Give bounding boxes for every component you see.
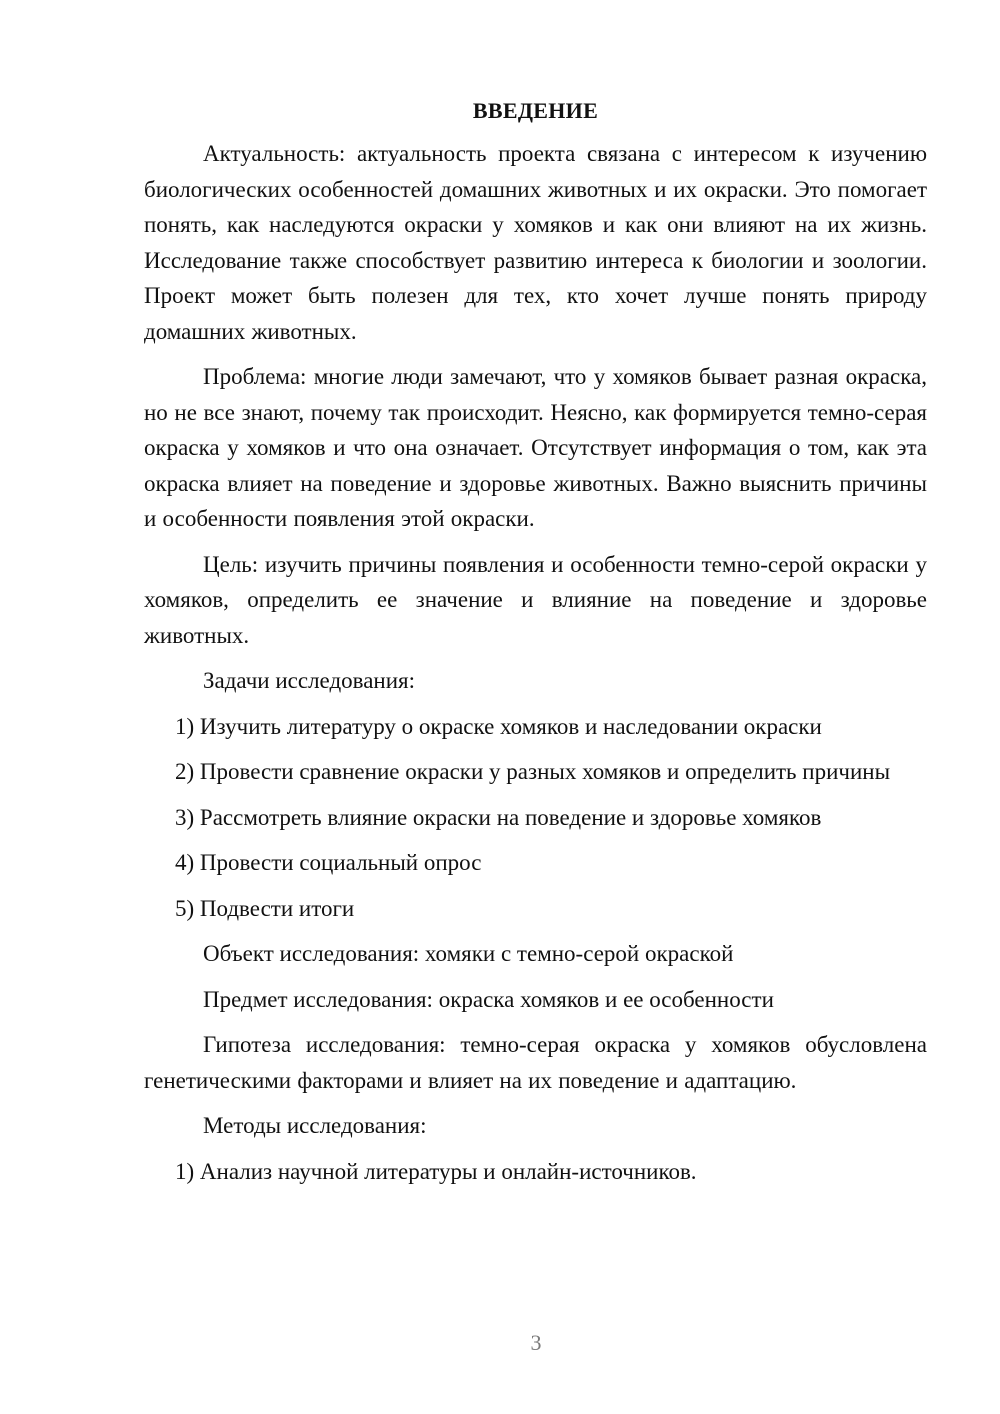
problem-paragraph: Проблема: многие люди замечают, что у хомяков бывает разная окраска, но не все знают, почему так происходит. Неясно, как формируется темно-серая окраска у хомяков и что она означает. Отсутствует информация о том, как эта окраска влияет на поведение и здоровье животных. Важно выяснить причины и особенности появления этой окраски. (144, 364, 927, 531)
task-item-4: 4) Провести социальный опрос (175, 850, 482, 875)
section-title: ВВЕДЕНИЕ (472, 98, 599, 123)
methods-heading: Методы исследования: (203, 1113, 427, 1138)
task-item-2: 2) Провести сравнение окраски у разных хомяков и определить причины (175, 759, 891, 784)
method-item-1: 1) Анализ научной литературы и онлайн-источников. (175, 1158, 697, 1184)
task-item-1: 1) Изучить литературу о окраске хомяков и наследовании окраски (175, 713, 822, 739)
page-content (144, 96, 927, 1199)
hypothesis-paragraph: Гипотеза исследования: темно-серая окраска у хомяков обусловлена генетическими факторами и влияет на их поведение и адаптацию. (144, 1032, 927, 1093)
subject-line: Предмет исследования: окраска хомяков и ее особенности (203, 986, 774, 1012)
task-item-5: 5) Подвести итоги (175, 895, 355, 921)
relevance-paragraph: Актуальность: актуальность проекта связана с интересом к изучению биологических особенностей домашних животных и их окраски. Это помогает понять, как наследуются окраски у хомяков и как они влияют на их жизнь. Исследование также способствует развитию интереса к биологии и зоологии. Проект может быть полезен для тех, кто хочет лучше понять природу домашних животных. (144, 141, 927, 344)
goal-paragraph: Цель: изучить причины появления и особенности темно-серой окраски у хомяков, определить ее значение и влияние на поведение и здоровье животных. (144, 551, 927, 648)
task-item-3: 3) Рассмотреть влияние окраски на поведение и здоровье хомяков (175, 804, 822, 830)
object-line: Объект исследования: хомяки с темно-серой окраской (203, 941, 734, 966)
tasks-heading: Задачи исследования: (203, 668, 416, 693)
page-number: 3 (530, 1330, 542, 1355)
